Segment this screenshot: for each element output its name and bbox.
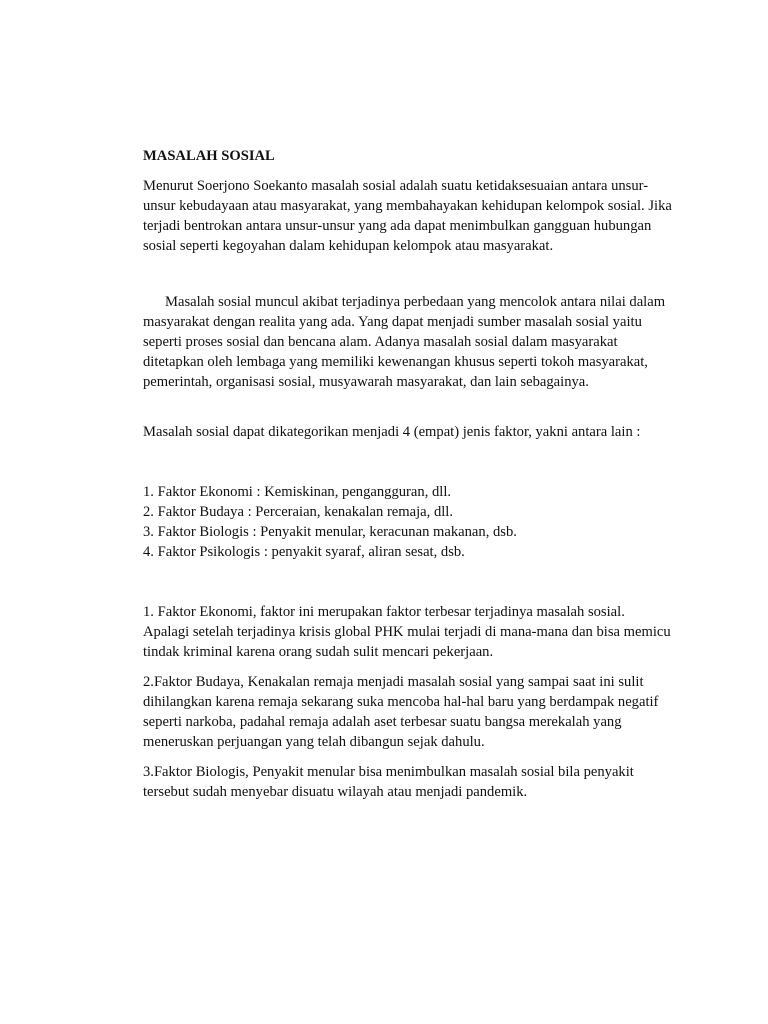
category-intro-paragraph: Masalah sosial dapat dikategorikan menjadi 4 (empat) jenis faktor, yakni antara lain : xyxy=(143,424,641,440)
definition-paragraph: Menurut Soerjono Soekanto masalah sosial adalah suatu ketidaksesuaian antara unsur-unsur kebudayaan atau masyarakat, yang membahayakan kehidupan kelompok sosial. Jika terjadi bentrokan antara unsur-unsur yang ada dapat menimbulkan gangguan hubungan sosial seperti kegoyahan dalam kehidupan kelompok atau masyarakat. xyxy=(143,178,672,254)
document-page xyxy=(143,146,673,812)
factor-list xyxy=(143,482,673,562)
factor-detail-biological: 3.Faktor Biologis, Penyakit menular bisa menimbulkan masalah sosial bila penyakit tersebut sudah menyebar disuatu wilayah atau menjadi pandemik. xyxy=(143,764,634,800)
factor-detail-economic: 1. Faktor Ekonomi, faktor ini merupakan faktor terbesar terjadinya masalah sosial. Apalagi setelah terjadinya krisis global PHK mulai terjadi di mana-mana dan bisa memicu tindak kriminal karena orang sudah sulit mencari pekerjaan. xyxy=(143,604,671,660)
factor-list-item: 2. Faktor Budaya : Perceraian, kenakalan remaja, dll. xyxy=(143,504,453,520)
factor-list-item: 3. Faktor Biologis : Penyakit menular, keracunan makanan, dsb. xyxy=(143,524,517,540)
document-title: MASALAH SOSIAL xyxy=(143,148,275,164)
factor-detail-cultural: 2.Faktor Budaya, Kenakalan remaja menjadi masalah sosial yang sampai saat ini sulit dihilangkan karena remaja sekarang suka mencoba hal-hal baru yang berdampak negatif seperti narkoba, padahal remaja adalah aset terbesar suatu bangsa merekalah yang meneruskan perjuangan yang telah dibangun sejak dahulu. xyxy=(143,674,659,750)
factor-list-item: 1. Faktor Ekonomi : Kemiskinan, pengangguran, dll. xyxy=(143,484,452,500)
cause-paragraph: Masalah sosial muncul akibat terjadinya perbedaan yang mencolok antara nilai dalam masyarakat dengan realita yang ada. Yang dapat menjadi sumber masalah sosial yaitu seperti proses sosial dan bencana alam. Adanya masalah sosial dalam masyarakat ditetapkan oleh lembaga yang memiliki kewenangan khusus seperti tokoh masyarakat, pemerintah, organisasi sosial, musyawarah masyarakat, dan lain sebagainya. xyxy=(143,294,666,390)
factor-list-item: 4. Faktor Psikologis : penyakit syaraf, aliran sesat, dsb. xyxy=(143,544,465,560)
